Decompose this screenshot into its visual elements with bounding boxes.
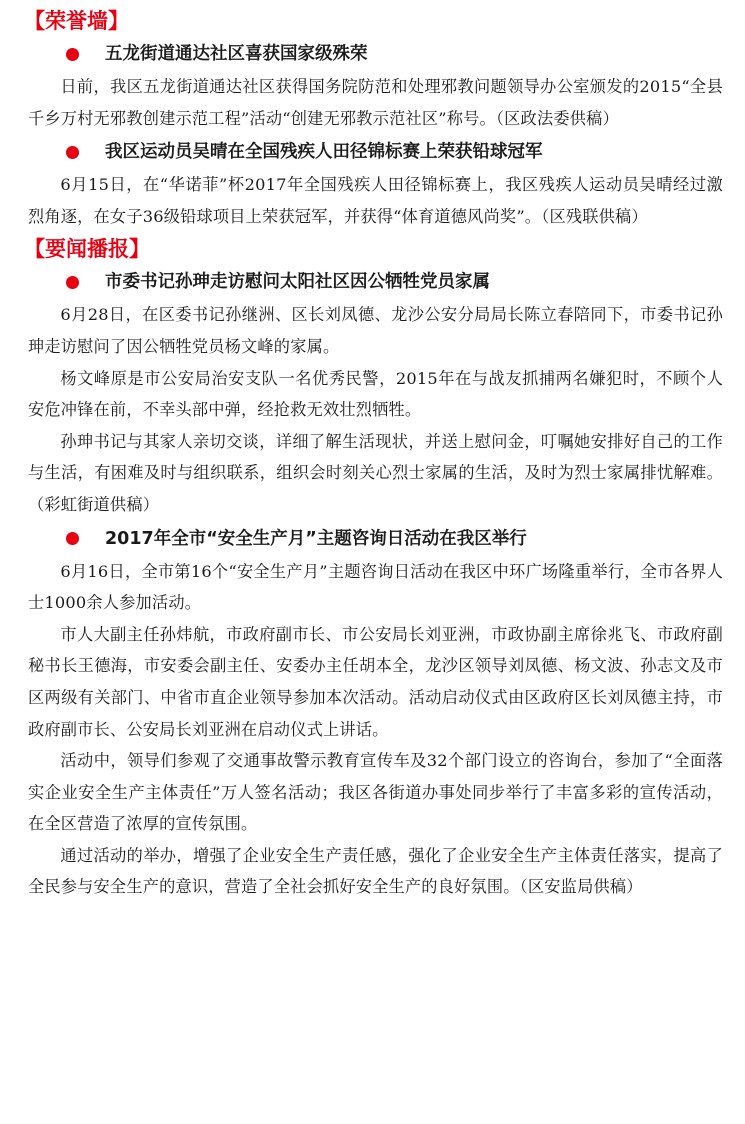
- article-headline: [66, 523, 723, 555]
- news-article: [28, 38, 723, 134]
- red-dot-bullet-icon: [66, 532, 79, 545]
- article-paragraph: 杨文峰原是市公安局治安支队一名优秀民警，2015年在与战友抓捕两名嫌犯时，不顾个人安危冲锋在前，不幸头部中弹，经抢救无效壮烈牺牲。: [28, 368, 723, 420]
- article-paragraph: 6月15日，在“华诺菲”杯2017年全国残疾人田径锦标赛上，我区残疾人运动员吴晴经过激烈角逐，在女子36级铅球项目上荣获冠军，并获得“体育道德风尚奖”。（区残联供稿）: [28, 175, 723, 226]
- article-headline: [66, 266, 723, 298]
- headline-text: 五龙街道通达社区喜获国家级殊荣: [105, 44, 368, 64]
- red-dot-bullet-icon: [66, 48, 79, 61]
- headline-text: 2017年全市“安全生产月”主题咨询日活动在我区举行: [105, 528, 527, 549]
- news-article: [28, 266, 723, 520]
- article-paragraph: 日前，我区五龙街道通达社区获得国务院防范和处理邪教问题领导办公室颁发的2015“全县千乡万村无邪教创建示范工程”活动“创建无邪教示范社区”称号。（区政法委供稿）: [28, 77, 723, 128]
- section-tag: 【要闻播报】: [24, 237, 150, 262]
- article-headline: [66, 38, 723, 70]
- news-article: [28, 136, 723, 232]
- news-article: [28, 523, 723, 904]
- article-paragraph: 孙珅书记与其家人亲切交谈，详细了解生活现状，并送上慰问金，叮嘱她安排好自己的工作与生活，有困难及时与组织联系，组织会时刻关心烈士家属的生活，及时为烈士家属排忧解难。（彩虹街道供稿）: [28, 431, 723, 514]
- article-paragraph: 6月16日，全市第16个“安全生产月”主题咨询日活动在我区中环广场隆重举行，全市各界人士1000余人参加活动。: [28, 561, 723, 613]
- article-headline: [66, 136, 723, 168]
- article-paragraph: 通过活动的举办，增强了企业安全生产责任感，强化了企业安全生产主体责任落实，提高了全民参与安全生产的意识，营造了全社会抓好安全生产的良好氛围。（区安监局供稿）: [28, 845, 723, 897]
- section-news-broadcast: [24, 234, 723, 903]
- headline-text: 市委书记孙珅走访慰问太阳社区因公牺牲党员家属: [105, 272, 490, 293]
- headline-text: 我区运动员吴晴在全国残疾人田径锦标赛上荣获铅球冠军: [105, 142, 543, 163]
- section-tag: 【荣誉墙】: [24, 9, 129, 33]
- red-dot-bullet-icon: [66, 276, 79, 289]
- article-paragraph: 活动中，领导们参观了交通事故警示教育宣传车及32个部门设立的咨询台，参加了“全面落实企业安全生产主体责任”万人签名活动；我区各街道办事处同步举行了丰富多彩的宣传活动，在全区营造了浓厚的宣传氛围。: [28, 751, 723, 834]
- article-paragraph: 6月28日，在区委书记孙继洲、区长刘凤德、龙沙公安分局局长陈立春陪同下，市委书记孙珅走访慰问了因公牺牲党员杨文峰的家属。: [28, 305, 723, 356]
- article-paragraph: 市人大副主任孙炜航，市政府副市长、市公安局长刘亚洲，市政协副主席徐兆飞、市政府副秘书长王德海，市安委会副主任、安委办主任胡本全，龙沙区领导刘凤德、杨文波、孙志文及市区两级有关部门、中省市直企业领导参加本次活动。活动启动仪式由区政府区长刘凤德主持，市政府副市长、公安局长刘亚洲在启动仪式上讲话。: [28, 624, 723, 739]
- section-honor-wall: [24, 6, 723, 232]
- red-dot-bullet-icon: [66, 146, 79, 159]
